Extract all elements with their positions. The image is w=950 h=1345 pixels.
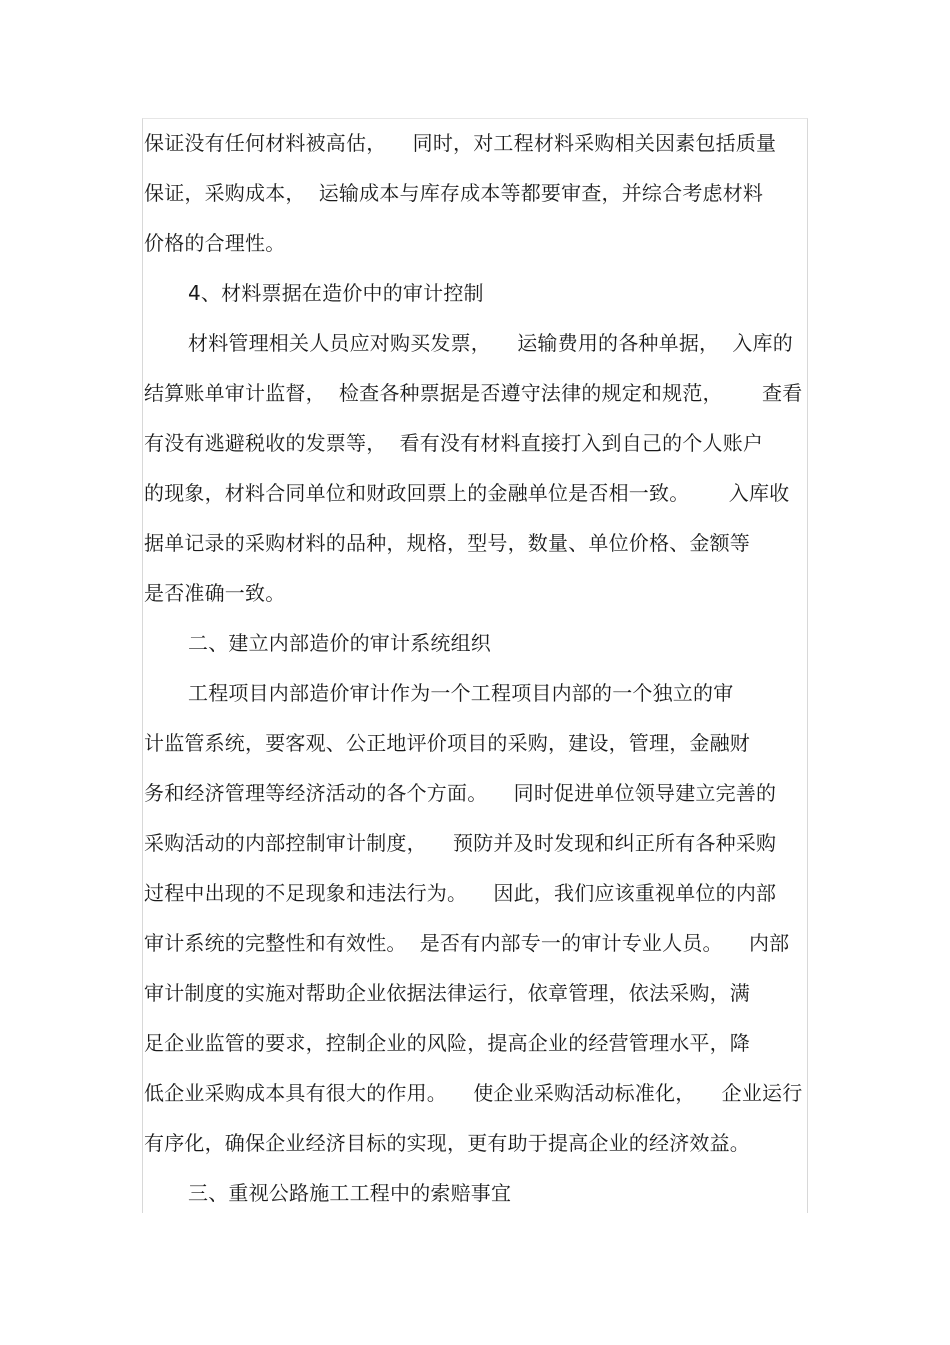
text-line: 的现象，材料合同单位和财政回票上的金融单位是否相一致。 入库收 (144, 481, 790, 505)
text-line: 结算账单审计监督， 检查各种票据是否遵守法律的规定和规范， 查看 (144, 381, 803, 405)
text-line: 据单记录的采购材料的品种，规格，型号，数量、单位价格、金额等 (144, 531, 750, 555)
text-line: 保证没有任何材料被高估， 同时，对工程材料采购相关因素包括质量 (144, 131, 777, 155)
text-line: 足企业监管的要求，控制企业的风险，提高企业的经营管理水平，降 (144, 1031, 750, 1055)
section-heading: 4、材料票据在造价中的审计控制 (188, 281, 484, 305)
text-line: 是否准确一致。 (144, 581, 286, 605)
text-line: 计监管系统，要客观、公正地评价项目的采购，建设，管理，金融财 (144, 731, 750, 755)
text-line: 审计制度的实施对帮助企业依据法律运行，依章管理，依法采购，满 (144, 981, 750, 1005)
text-line: 过程中出现的不足现象和违法行为。 因此，我们应该重视单位的内部 (144, 881, 777, 905)
text-line: 务和经济管理等经济活动的各个方面。 同时促进单位领导建立完善的 (144, 781, 777, 805)
text-line: 有没有逃避税收的发票等， 看有没有材料直接打入到自己的个人账户 (144, 431, 764, 455)
section-heading: 三、重视公路施工工程中的索赔事宜 (188, 1181, 512, 1205)
paragraph-start: 工程项目内部造价审计作为一个工程项目内部的一个独立的审 (188, 681, 734, 705)
text-line: 低企业采购成本具有很大的作用。 使企业采购活动标准化， 企业运行 (144, 1081, 803, 1105)
section-heading: 二、建立内部造价的审计系统组织 (188, 631, 491, 655)
text-line: 价格的合理性。 (144, 231, 286, 255)
paragraph-start: 材料管理相关人员应对购买发票， 运输费用的各种单据， 入库的 (188, 331, 793, 355)
text-line: 审计系统的完整性和有效性。 是否有内部专一的审计专业人员。 内部 (144, 931, 790, 955)
text-line: 采购活动的内部控制审计制度， 预防并及时发现和纠正所有各种采购 (144, 831, 777, 855)
text-line: 有序化，确保企业经济目标的实现，更有助于提高企业的经济效益。 (144, 1131, 750, 1155)
text-line: 保证，采购成本， 运输成本与库存成本等都要审查，并综合考虑材料 (144, 181, 764, 205)
document-body (144, 118, 806, 1218)
